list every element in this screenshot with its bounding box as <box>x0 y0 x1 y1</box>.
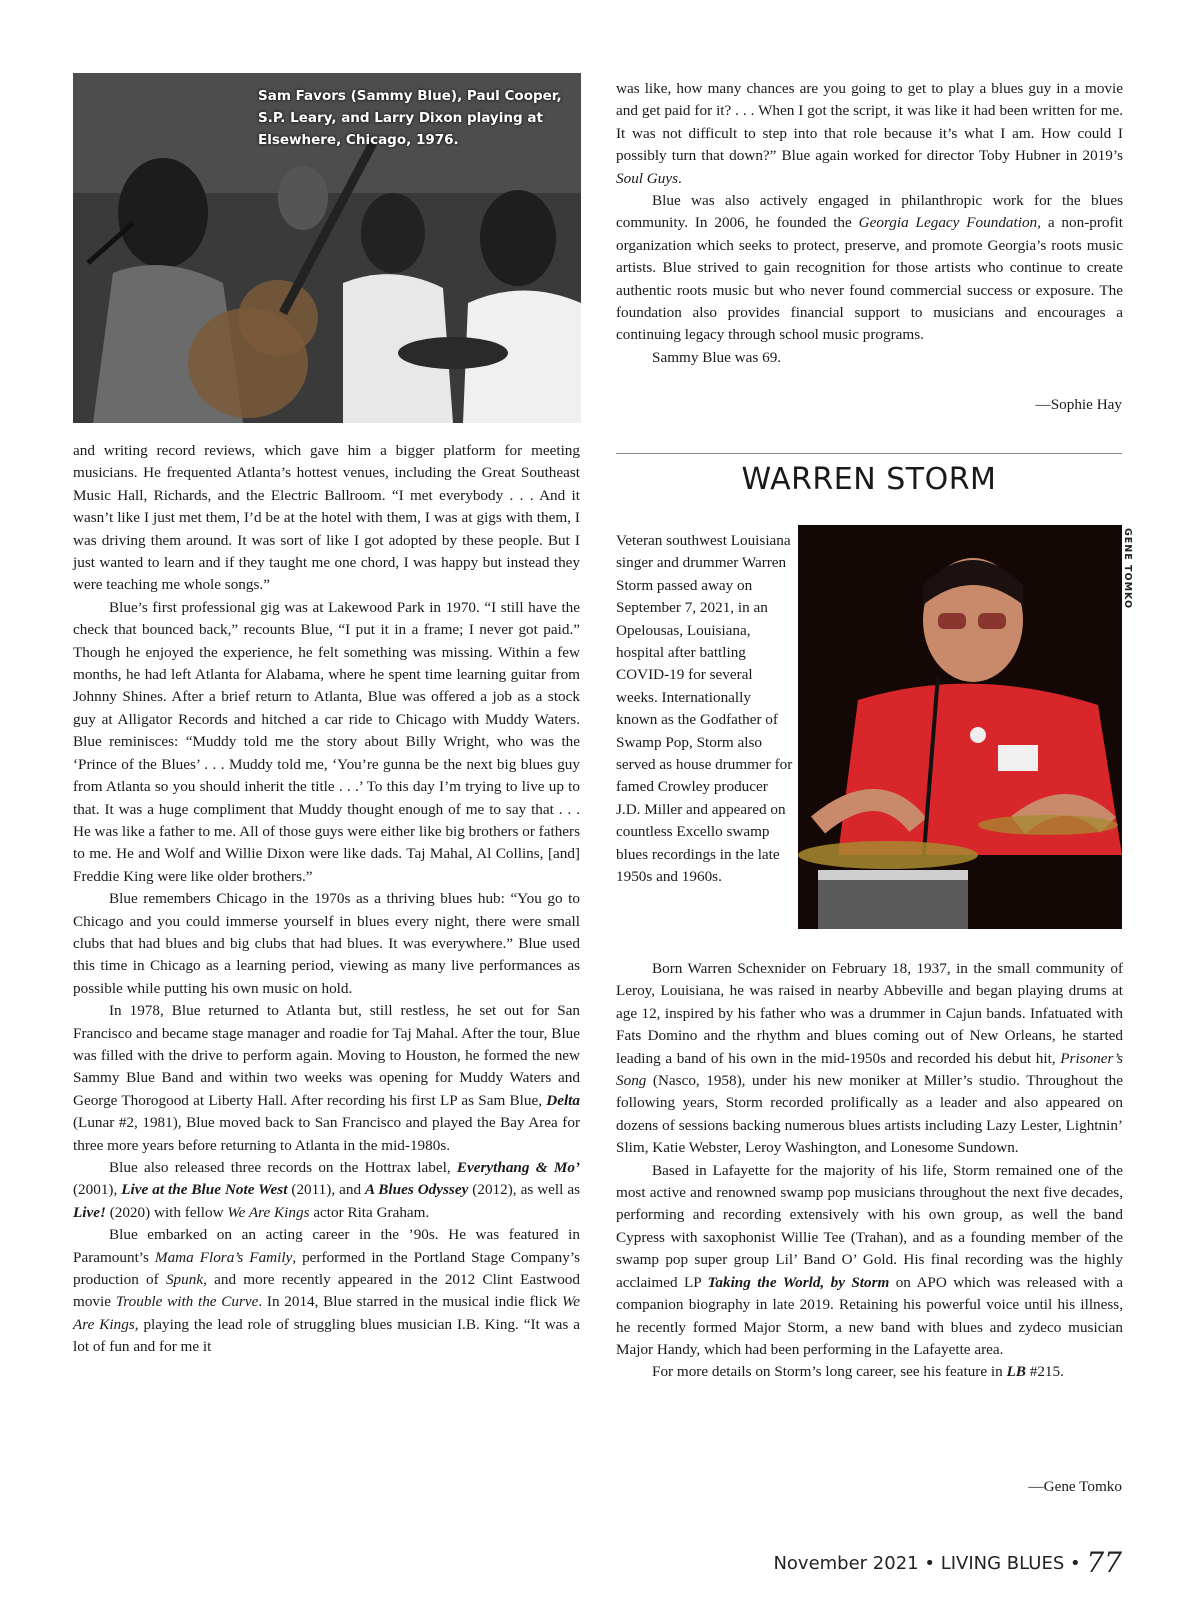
issue-date: November 2021 <box>773 1553 919 1574</box>
play-title: Spunk <box>165 1271 204 1289</box>
film-title: We Are Kings <box>73 1293 580 1333</box>
signature-gene-tomko: —Gene Tomko <box>1028 1478 1122 1495</box>
album-title: A Blues Odyssey <box>365 1181 469 1199</box>
paragraph: Blue was also actively engaged in philanthropic work for the blues community. In 2006, he founded the Georgia Legacy Foundation, a non-profit organization which seeks to protect, preserve, and promote Georgia’s roots music artists. Blue strived to gain recognition for those artists who continue to create authentic roots music but who never found commercial success or exposure. The foundation also provides financial support to musicians and encourages a continuing legacy through school music programs. <box>616 192 1123 344</box>
film-title: Mama Flora’s Family <box>154 1248 293 1266</box>
storm-body-text <box>616 958 1123 1384</box>
footer-bullet: • <box>924 1553 935 1574</box>
page-number: 77 <box>1086 1546 1122 1579</box>
paragraph: In 1978, Blue returned to Atlanta but, still restless, he set out for San Francisco and became stage manager and roadie for Taj Mahal. After the tour, Blue was filled with the drive to perform again. Moving to Houston, he formed the new Sammy Blue Band and within two weeks was opening for Muddy Waters and George Thorogood at Liberty Hall. After recording his first LP as Sam Blue, Delta (Lunar #2, 1981), Blue moved back to San Francisco and played the Bay Area for three more years before returning to Atlanta in the mid-1980s. <box>73 1002 580 1154</box>
album-title: Delta <box>546 1091 580 1109</box>
paragraph: Born Warren Schexnider on February 18, 1937, in the small community of Leroy, Louisiana, he was raised in nearby Abbeville and began playing drums at age 12, inspired by his father who was a drummer in Cajun bands. Infatuated with Fats Domino and the rhythm and blues coming out of New Orleans, he started leading a band of his own in the mid-1950s and recorded his debut hit, Prisoner’s Song (Nasco, 1958), under his new moniker at Miller’s studio. Throughout the following years, Storm recorded prolifically as a leader and also appeared on dozens of sessions backing numerous blues artists including Lazy Lester, Lightnin’ Slim, Katie Webster, Leroy Washington, and Lonesome Sundown. <box>616 960 1123 1157</box>
signature-sophie-hay: —Sophie Hay <box>1035 396 1122 413</box>
photo-sammy-blue-band <box>73 73 581 423</box>
photo-credit: GENE TOMKO <box>1122 528 1133 610</box>
section-title: WARREN STORM <box>741 462 997 497</box>
paragraph: and writing record reviews, which gave him a bigger platform for meeting musicians. He frequented Atlanta’s hottest venues, including the Great Southeast Music Hall, Richards, and the Electric Ballroom. “I met everybody . . . And it wasn’t like I just met them, I’d be at the hotel with them, I was at gigs with them, I was driving them around. It was sort of like I got adopted by these people. But I just wanted to learn and if they taught me one chord, I was happy but instead they were teaching me whole songs.” <box>73 442 580 594</box>
photo1-caption: Sam Favors (Sammy Blue), Paul Cooper, S.P. Leary, and Larry Dixon playing at Elsewhere, Chicago, 1976. <box>258 88 562 148</box>
album-title: Everythang & Mo’ <box>456 1159 580 1176</box>
paragraph: Blue’s first professional gig was at Lakewood Park in 1970. “I still have the check that bounced back,” recounts Blue, “I put it in a frame; I never got paid.” Though he enjoyed the experience, he felt something was missing. Within a few months, he had left Atlanta for Alabama, where he spent time learning guitar from Johnny Shines. After a brief return to Atlanta, Blue was offered a job as a stock guy at Alligator Records and hitched a car ride to Chicago with Muddy Waters. Blue reminisces: “Muddy told me the story about Billy Wright, who was the ‘Prince of the Blues’ . . . Muddy told me, ‘You’re gunna be the next big blues guy from Atlanta so you should inherit the title . . .’ To this day I’m trying to live up to that. It was a huge compliment that Muddy thought enough of me to say that . . . He was like a father to me. All of those guys were either like big brothers or fathers to me. He and Wolf and Willie Dixon were like dads. Taj Mahal, Al Collins, [and] Freddie King were like older brothers.” <box>73 598 580 885</box>
song-title: Prisoner’s Song <box>616 1049 1123 1090</box>
right-column-top-text <box>616 78 1123 369</box>
album-title: Taking the World, by Storm <box>707 1273 890 1291</box>
film-title: Soul Guys <box>616 169 679 187</box>
film-title: We Are Kings <box>227 1203 310 1221</box>
magazine-abbrev: LB <box>1006 1363 1026 1381</box>
magazine-name: LIVING BLUES <box>940 1553 1065 1574</box>
paragraph: Blue also released three records on the Hottrax label, Everythang & Mo’ (2001), Live at the Blue Note West (2011), and A Blues Odyssey (2012), as well as Live! (2020) with fellow We Are Kings actor Rita Graham. <box>73 1159 580 1221</box>
left-column-text <box>73 440 580 1359</box>
paragraph: For more details on Storm’s long career, see his feature in LB #215. <box>652 1363 1064 1381</box>
paragraph: Blue embarked on an acting career in the ’90s. He was featured in Paramount’s Mama Flora’s Family, performed in the Portland Stage Company’s production of Spunk, and more recently appeared in the 2012 Clint Eastwood movie Trouble with the Curve. In 2014, Blue starred in the musical indie flick We Are Kings, playing the lead role of struggling blues musician I.B. King. “It was a lot of fun and for me it <box>73 1226 580 1356</box>
album-title: Live at the Blue Note West <box>121 1181 288 1199</box>
photo2-illustration <box>798 525 1122 929</box>
album-title: Live! <box>73 1203 106 1221</box>
paragraph: Based in Lafayette for the majority of his life, Storm remained one of the most active and renowned swamp pop musicians throughout the next five decades, performing and recording extensively with his own group, as well the band Cypress with saxophonist Willie Tee (Trahan), and as a founding member of the swamp pop super group Lil’ Band O’ Gold. His final recording was the highly acclaimed LP Taking the World, by Storm on APO which was released with a companion biography in late 2019. Retaining his powerful voice until his illness, he recently formed Major Storm, a new band with blues and zydeco musician Major Handy, which had been performing in the Lafayette area. <box>616 1161 1123 1358</box>
paragraph: was like, how many chances are you going to get to play a blues guy in a movie and get paid for it? . . . When I got the script, it was like it had been written for me. It was not difficult to step into that role because it’s what I am. How could I possibly turn that down?” Blue again worked for director Toby Hubner in 2019’s Soul Guys. <box>616 80 1123 187</box>
storm-intro-text <box>616 530 794 889</box>
paragraph: Blue remembers Chicago in the 1970s as a thriving blues hub: “You go to Chicago and you could immerse yourself in blues every night, there were small clubs that had blues and big clubs that had blues. It was everywhere.” Blue used this time in Chicago as a learning period, viewing as many live performances as possible while putting his own music on hold. <box>73 890 580 997</box>
photo-warren-storm <box>798 525 1122 929</box>
paragraph: Veteran southwest Louisiana singer and drummer Warren Storm passed away on September 7, 2021, in an Opelousas, Louisiana, hospital after battling COVID-19 for several weeks. Internationally known as the Godfather of Swamp Pop, Storm also served as house drummer for famed Crowley producer J.D. Miller and appeared on countless Excello swamp blues recordings in the late 1950s and 1960s. <box>616 532 793 886</box>
paragraph: Sammy Blue was 69. <box>652 348 782 366</box>
section-divider <box>616 453 1122 454</box>
page-footer <box>773 1546 1122 1579</box>
foundation-name: Georgia Legacy Foundation <box>858 214 1038 232</box>
film-title: Trouble with the Curve <box>115 1293 259 1311</box>
footer-bullet: • <box>1070 1553 1081 1574</box>
